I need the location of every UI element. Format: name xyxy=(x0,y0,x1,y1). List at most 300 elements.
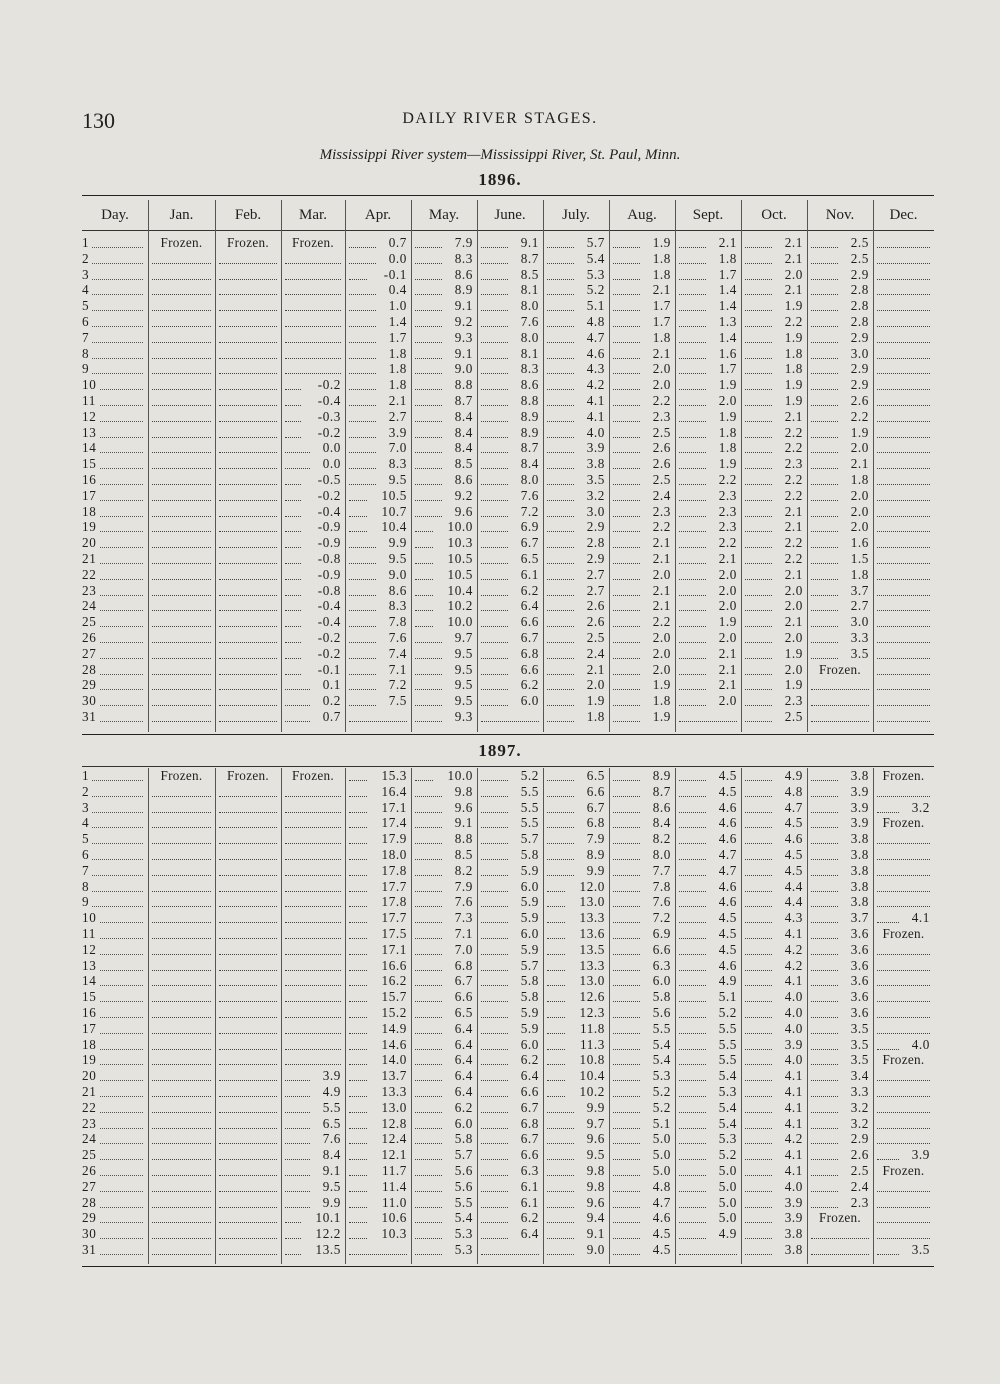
dot-leader xyxy=(613,812,640,813)
stage-value: 7.6 xyxy=(520,487,539,503)
dot-leader xyxy=(679,389,706,390)
dot-leader xyxy=(745,484,772,485)
dot-leader xyxy=(92,279,143,280)
dot-leader xyxy=(349,827,367,828)
stage-value: 2.1 xyxy=(388,393,407,408)
dot-leader xyxy=(349,326,376,327)
dot-leader xyxy=(100,922,143,923)
empty-entry xyxy=(877,247,930,248)
stage-value: 8.7 xyxy=(652,783,671,799)
day-label: 2 xyxy=(82,783,90,799)
empty-entry xyxy=(285,875,341,876)
dot-leader xyxy=(679,247,706,248)
dot-leader xyxy=(285,610,301,611)
dot-leader xyxy=(415,1064,442,1065)
dot-leader xyxy=(481,437,508,438)
stage-value: 6.6 xyxy=(520,661,539,677)
dot-leader xyxy=(679,595,706,596)
day-label: 29 xyxy=(82,1210,97,1226)
dot-leader xyxy=(285,1096,310,1097)
empty-entry xyxy=(152,812,211,813)
day-label: 30 xyxy=(82,1226,97,1242)
dot-leader xyxy=(481,970,508,971)
dot-leader xyxy=(349,922,367,923)
section-rule-1896 xyxy=(82,734,934,735)
dot-leader xyxy=(877,1159,899,1160)
dot-leader xyxy=(613,516,640,517)
empty-entry xyxy=(877,689,930,690)
dot-leader xyxy=(547,1159,574,1160)
empty-entry xyxy=(219,452,277,453)
stage-value: 4.2 xyxy=(586,377,605,393)
dot-leader xyxy=(100,468,143,469)
dot-leader xyxy=(811,326,838,327)
dot-leader xyxy=(415,484,442,485)
dot-leader xyxy=(415,1143,442,1144)
dot-leader xyxy=(481,247,508,248)
dot-leader xyxy=(745,812,772,813)
dot-leader xyxy=(547,721,574,722)
dot-leader xyxy=(613,326,640,327)
empty-entry xyxy=(219,658,277,659)
empty-entry xyxy=(877,1112,930,1113)
stage-value: 2.2 xyxy=(784,535,803,551)
dot-leader xyxy=(415,626,433,627)
dot-leader xyxy=(481,1033,508,1034)
stage-value: 3.5 xyxy=(911,1242,930,1257)
dot-leader xyxy=(349,1238,367,1239)
dot-leader xyxy=(811,531,838,532)
day-label: 17 xyxy=(82,487,97,503)
day-label: 12 xyxy=(82,941,97,957)
stage-value: 3.8 xyxy=(586,456,605,472)
empty-entry xyxy=(877,484,930,485)
dot-leader xyxy=(415,891,442,892)
stage-value: 6.4 xyxy=(520,1226,539,1242)
empty-entry xyxy=(877,595,930,596)
stage-value: 9.5 xyxy=(322,1178,341,1194)
stage-value: 8.9 xyxy=(520,424,539,440)
stage-value: -0.4 xyxy=(317,598,341,614)
stage-value: 2.3 xyxy=(850,1194,869,1210)
empty-entry xyxy=(219,1191,277,1192)
stage-value: 10.7 xyxy=(381,503,407,519)
dot-leader xyxy=(415,1191,442,1192)
dot-leader xyxy=(415,247,442,248)
empty-entry xyxy=(219,642,277,643)
dot-leader xyxy=(745,1080,772,1081)
dot-leader xyxy=(92,263,143,264)
dot-leader xyxy=(745,468,772,469)
empty-entry xyxy=(219,721,277,722)
stage-value: 1.7 xyxy=(652,314,671,329)
dot-leader xyxy=(679,1096,706,1097)
dot-leader xyxy=(285,626,301,627)
dot-leader xyxy=(613,970,640,971)
dot-leader xyxy=(811,843,838,844)
stage-value: 6.6 xyxy=(520,1147,539,1163)
dot-leader xyxy=(415,373,442,374)
dot-leader xyxy=(349,1001,367,1002)
empty-entry xyxy=(152,827,211,828)
dot-leader xyxy=(481,389,508,390)
dot-leader xyxy=(613,985,640,986)
stage-value: 4.6 xyxy=(718,957,737,973)
stage-value: -0.1 xyxy=(383,266,407,282)
dot-leader xyxy=(745,689,772,690)
stage-value: 10.2 xyxy=(579,1084,605,1099)
page-number: 130 xyxy=(82,108,115,133)
dot-leader xyxy=(613,1001,640,1002)
stage-value: 7.5 xyxy=(388,693,407,709)
stage-value: 9.1 xyxy=(322,1163,341,1178)
empty-entry xyxy=(811,1254,869,1255)
stage-value: 5.0 xyxy=(718,1194,737,1210)
stage-value: -0.9 xyxy=(317,519,341,535)
dot-leader xyxy=(415,674,442,675)
empty-entry xyxy=(152,1159,211,1160)
stage-value: 3.9 xyxy=(784,1210,803,1226)
empty-entry xyxy=(877,421,930,422)
day-label: 28 xyxy=(82,1194,97,1210)
dot-leader xyxy=(547,1128,574,1129)
stage-value: 4.6 xyxy=(718,831,737,847)
stage-value: 1.3 xyxy=(718,314,737,329)
stage-value: 17.5 xyxy=(381,926,407,941)
dot-leader xyxy=(415,1049,442,1050)
empty-entry xyxy=(349,1254,407,1255)
stage-value: 6.6 xyxy=(652,941,671,957)
dot-leader xyxy=(679,405,706,406)
dot-leader xyxy=(547,1080,565,1081)
stage-value: 6.8 xyxy=(520,645,539,661)
dot-leader xyxy=(349,689,376,690)
dot-leader xyxy=(745,1143,772,1144)
dot-leader xyxy=(877,1049,899,1050)
stage-value: 1.8 xyxy=(718,424,737,440)
dot-leader xyxy=(100,1017,143,1018)
stage-value: 5.1 xyxy=(652,1115,671,1131)
empty-entry xyxy=(219,1096,277,1097)
column-rule xyxy=(675,768,676,1264)
empty-entry xyxy=(152,500,211,501)
dot-leader xyxy=(613,452,640,453)
stage-value: 2.1 xyxy=(784,408,803,424)
stage-value: 6.7 xyxy=(520,535,539,551)
day-label: 18 xyxy=(82,503,97,519)
dot-leader xyxy=(547,500,574,501)
dot-leader xyxy=(679,658,706,659)
empty-entry xyxy=(219,1033,277,1034)
dot-leader xyxy=(349,642,376,643)
dot-leader xyxy=(285,1143,310,1144)
column-header-july: July. xyxy=(562,207,590,223)
stage-value: 6.7 xyxy=(520,1099,539,1115)
stage-value: 4.8 xyxy=(784,783,803,799)
column-rule xyxy=(148,200,149,732)
day-label: 24 xyxy=(82,1131,97,1147)
stage-value: 15.7 xyxy=(381,989,407,1005)
stage-value: 5.8 xyxy=(454,1131,473,1147)
dot-leader xyxy=(745,859,772,860)
column-rule xyxy=(281,200,282,732)
stage-value: 14.0 xyxy=(381,1052,407,1068)
stage-value: 6.7 xyxy=(520,630,539,645)
dot-leader xyxy=(547,437,574,438)
stage-value: 9.5 xyxy=(454,677,473,693)
dot-leader xyxy=(811,922,838,923)
dot-leader xyxy=(613,891,640,892)
stage-value: 1.8 xyxy=(850,566,869,582)
empty-entry xyxy=(152,437,211,438)
dot-leader xyxy=(811,516,838,517)
dot-leader xyxy=(613,1175,640,1176)
stage-value: 9.9 xyxy=(586,1099,605,1115)
dot-leader xyxy=(547,875,574,876)
dot-leader xyxy=(679,705,706,706)
stage-value: 8.5 xyxy=(454,456,473,472)
stage-value: 4.1 xyxy=(784,1115,803,1131)
dot-leader xyxy=(745,1254,772,1255)
empty-entry xyxy=(285,373,341,374)
stage-value: 2.5 xyxy=(586,630,605,645)
column-header-dec: Dec. xyxy=(889,207,918,223)
dot-leader xyxy=(745,595,772,596)
dot-leader xyxy=(811,1001,838,1002)
day-label: 26 xyxy=(82,630,97,645)
dot-leader xyxy=(481,595,508,596)
stage-value: 4.0 xyxy=(784,1020,803,1036)
day-label: 25 xyxy=(82,614,97,630)
dot-leader xyxy=(679,294,706,295)
stage-value: 4.5 xyxy=(718,910,737,926)
dot-leader xyxy=(679,674,706,675)
stage-value: 4.9 xyxy=(322,1084,341,1099)
stage-value: 4.5 xyxy=(718,768,737,783)
dot-leader xyxy=(811,500,838,501)
stage-value: 16.2 xyxy=(381,973,407,989)
dot-leader xyxy=(415,610,433,611)
dot-leader xyxy=(349,780,367,781)
stage-value: 3.0 xyxy=(586,503,605,519)
dot-leader xyxy=(415,531,433,532)
dot-leader xyxy=(100,531,143,532)
stage-value: 2.0 xyxy=(718,393,737,408)
stage-value: 10.2 xyxy=(447,598,473,614)
stage-value: 5.9 xyxy=(520,1020,539,1036)
stage-value: 10.0 xyxy=(447,614,473,630)
stage-value: 8.7 xyxy=(520,250,539,266)
dot-leader xyxy=(547,954,565,955)
dot-leader xyxy=(481,1001,508,1002)
stage-value: 4.2 xyxy=(784,957,803,973)
stage-value: 4.5 xyxy=(652,1242,671,1257)
dot-leader xyxy=(285,1207,310,1208)
stage-value: 4.7 xyxy=(718,862,737,878)
stage-value: 4.1 xyxy=(586,408,605,424)
stage-value: 5.2 xyxy=(652,1099,671,1115)
empty-entry xyxy=(219,373,277,374)
stage-value: 1.9 xyxy=(784,645,803,661)
stage-value: 1.9 xyxy=(586,693,605,709)
dot-leader xyxy=(481,780,508,781)
dot-leader xyxy=(349,859,367,860)
stage-value: 13.0 xyxy=(579,973,605,989)
dot-leader xyxy=(679,843,706,844)
dot-leader xyxy=(811,985,838,986)
dot-leader xyxy=(811,405,838,406)
stage-value: 16.6 xyxy=(381,957,407,973)
dot-leader xyxy=(745,452,772,453)
stage-value: 2.9 xyxy=(586,519,605,535)
dot-leader xyxy=(745,658,772,659)
dot-leader xyxy=(285,1175,310,1176)
empty-entry xyxy=(219,1080,277,1081)
dot-leader xyxy=(811,342,838,343)
column-rule xyxy=(741,200,742,732)
stage-value: 4.7 xyxy=(718,847,737,862)
dot-leader xyxy=(285,1128,310,1129)
stage-value: 9.7 xyxy=(586,1115,605,1131)
dot-leader xyxy=(745,610,772,611)
dot-leader xyxy=(613,247,640,248)
dot-leader xyxy=(481,1207,508,1208)
stage-value: 5.7 xyxy=(520,831,539,847)
empty-entry xyxy=(152,468,211,469)
dot-leader xyxy=(415,812,442,813)
dot-leader xyxy=(613,1254,640,1255)
day-label: 1 xyxy=(82,768,90,783)
day-label: 4 xyxy=(82,815,90,831)
stage-value: 2.9 xyxy=(850,377,869,393)
stage-value: 2.1 xyxy=(718,661,737,677)
stage-value: 2.0 xyxy=(784,630,803,645)
stage-value: 9.1 xyxy=(586,1226,605,1242)
stage-value: 4.0 xyxy=(586,424,605,440)
dot-leader xyxy=(100,721,143,722)
dot-leader xyxy=(415,310,442,311)
stage-value: 5.0 xyxy=(652,1131,671,1147)
empty-entry xyxy=(219,1254,277,1255)
dot-leader xyxy=(811,642,838,643)
dot-leader xyxy=(285,563,301,564)
dot-leader xyxy=(547,812,574,813)
dot-leader xyxy=(811,1143,838,1144)
dot-leader xyxy=(745,1207,772,1208)
dot-leader xyxy=(415,1017,442,1018)
stage-value: 7.6 xyxy=(520,314,539,329)
stage-value: 2.0 xyxy=(850,440,869,456)
stage-value: 5.4 xyxy=(652,1036,671,1052)
empty-entry xyxy=(877,1096,930,1097)
stage-value: 2.2 xyxy=(850,408,869,424)
dot-leader xyxy=(613,1017,640,1018)
dot-leader xyxy=(285,500,301,501)
column-rule xyxy=(675,200,676,732)
dot-leader xyxy=(92,906,143,907)
stage-value: 3.8 xyxy=(850,831,869,847)
stage-value: 2.8 xyxy=(850,282,869,298)
dot-leader xyxy=(481,642,508,643)
frozen-entry: Frozen. xyxy=(882,815,925,831)
day-label: 22 xyxy=(82,566,97,582)
stage-value: 4.5 xyxy=(784,862,803,878)
dot-leader xyxy=(349,468,376,469)
empty-entry xyxy=(285,843,341,844)
stage-value: 5.9 xyxy=(520,894,539,910)
dot-leader xyxy=(613,1159,640,1160)
column-rule xyxy=(807,768,808,1264)
dot-leader xyxy=(481,843,508,844)
dot-leader xyxy=(547,595,574,596)
empty-entry xyxy=(219,1001,277,1002)
stage-value: 4.5 xyxy=(718,926,737,941)
stage-value: 2.0 xyxy=(718,582,737,598)
stage-value: 4.4 xyxy=(784,894,803,910)
dot-leader xyxy=(349,1080,367,1081)
dot-leader xyxy=(100,1175,143,1176)
stage-value: 3.6 xyxy=(850,973,869,989)
stage-value: 5.5 xyxy=(520,783,539,799)
dot-leader xyxy=(745,1175,772,1176)
dot-leader xyxy=(547,579,574,580)
stage-value: 2.0 xyxy=(718,566,737,582)
dot-leader xyxy=(481,1112,508,1113)
dot-leader xyxy=(613,954,640,955)
stage-value: 13.0 xyxy=(381,1099,407,1115)
dot-leader xyxy=(547,389,574,390)
stage-value: 2.3 xyxy=(784,456,803,472)
dot-leader xyxy=(100,563,143,564)
empty-entry xyxy=(679,1254,737,1255)
dot-leader xyxy=(745,1096,772,1097)
stage-value: 5.9 xyxy=(520,1005,539,1020)
day-label: 13 xyxy=(82,957,97,973)
empty-entry xyxy=(152,1222,211,1223)
dot-leader xyxy=(679,373,706,374)
dot-leader xyxy=(481,812,508,813)
dot-leader xyxy=(679,827,706,828)
day-label: 22 xyxy=(82,1099,97,1115)
dot-leader xyxy=(745,579,772,580)
stage-value: 17.7 xyxy=(381,910,407,926)
stage-value: 2.5 xyxy=(850,250,869,266)
empty-entry xyxy=(152,1191,211,1192)
stage-value: 16.4 xyxy=(381,783,407,799)
empty-entry xyxy=(219,547,277,548)
dot-leader xyxy=(547,484,574,485)
empty-entry xyxy=(285,954,341,955)
dot-leader xyxy=(481,626,508,627)
dot-leader xyxy=(547,626,574,627)
stage-value: 2.9 xyxy=(850,266,869,282)
stage-value: 5.4 xyxy=(718,1099,737,1115)
stage-value: 10.3 xyxy=(381,1226,407,1242)
stage-value: 4.1 xyxy=(784,1147,803,1163)
stage-value: 6.5 xyxy=(322,1115,341,1131)
dot-leader xyxy=(415,1001,442,1002)
day-label: 28 xyxy=(82,661,97,677)
stage-value: 3.8 xyxy=(784,1226,803,1242)
stage-value: 5.1 xyxy=(718,989,737,1005)
dot-leader xyxy=(481,658,508,659)
dot-leader xyxy=(100,547,143,548)
empty-entry xyxy=(877,500,930,501)
empty-entry xyxy=(877,310,930,311)
empty-entry xyxy=(877,1001,930,1002)
stage-value: 0.7 xyxy=(322,709,341,724)
dot-leader xyxy=(349,938,367,939)
